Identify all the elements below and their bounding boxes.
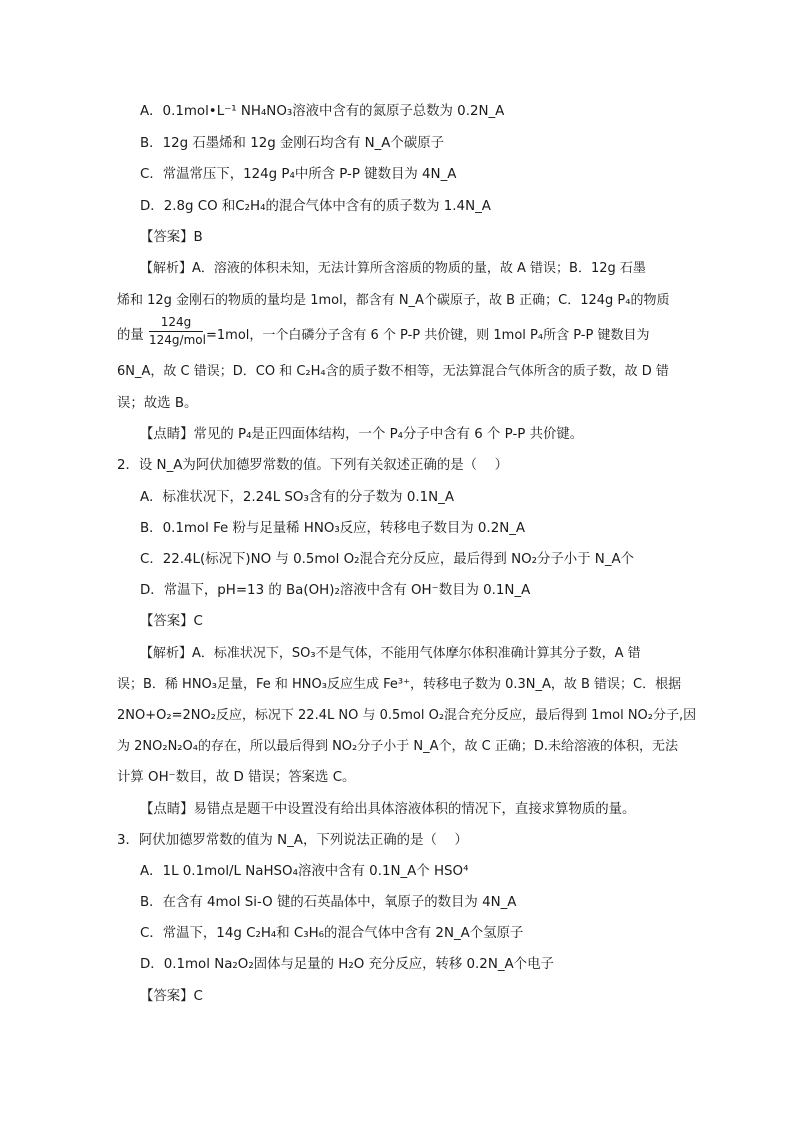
q2-option-a: A．标准状况下，2.24L SO₃含有的分子数为 0.1N_A — [140, 490, 454, 505]
q2-analysis-line1: 【解析】A．标准状况下，SO₃不是气体，不能用气体摩尔体积准确计算其分子数，A 错 — [140, 646, 641, 661]
q1-option-d: D．2.8g CO 和C₂H₄的混合气体中含有的质子数为 1.4N_A — [140, 199, 491, 214]
q2-option-c: C．22.4L(标况下)NO 与 0.5mol O₂混合充分反应，最后得到 NO₂分子小于 N_A个 — [140, 552, 635, 567]
q2-answer: 【答案】C — [140, 614, 203, 629]
q2-analysis-line2: 误；B．稀 HNO₃足量，Fe 和 HNO₃反应生成 Fe³⁺，转移电子数为 0.3N_A，故 B 错误；C．根据 — [117, 677, 682, 692]
q1-analysis-line4: 6N_A，故 C 错误；D．CO 和 C₂H₄含的质子数不相等，无法算混合气体所含的质子数，故 D 错 — [117, 364, 669, 379]
q1-tip: 【点睛】常见的 P₄是正四面体结构，一个 P₄分子中含有 6 个 P-P 共价键。 — [140, 427, 584, 442]
q2-option-d: D．常温下，pH=13 的 Ba(OH)₂溶液中含有 OH⁻数目为 0.1N_A — [140, 583, 531, 598]
q1-analysis-fraction-prefix: 的量 — [117, 328, 144, 343]
q2-analysis-line3: 2NO+O₂=2NO₂反应，标况下 22.4L NO 与 0.5mol O₂混合充分反应，最后得到 1mol NO₂分子,因 — [117, 708, 697, 723]
q1-answer: 【答案】B — [140, 230, 203, 245]
q2-analysis-line5: 计算 OH⁻数目，故 D 错误；答案选 C。 — [117, 770, 356, 785]
q1-option-b: B．12g 石墨烯和 12g 金刚石均含有 N_A个碳原子 — [140, 136, 445, 151]
q1-analysis-line3: =1mol，一个白磷分子含有 6 个 P-P 共价键，则 1mol P₄所含 P-P 键数目为 — [206, 328, 650, 343]
q1-analysis-line5: 误；故选 B。 — [117, 396, 198, 411]
q3-stem: 3．阿伏加德罗常数的值为 N_A，下列说法正确的是（ ） — [117, 833, 468, 848]
q1-analysis-line2: 烯和 12g 金刚石的物质的量均是 1mol，都含有 N_A个碳原子，故 B 正确；C．124g P₄的物质 — [117, 293, 670, 308]
q1-option-c: C．常温常压下，124g P₄中所含 P-P 键数目为 4N_A — [140, 167, 457, 182]
q2-option-b: B．0.1mol Fe 粉与足量稀 HNO₃反应，转移电子数目为 0.2N_A — [140, 521, 526, 536]
q1-analysis-fraction — [149, 315, 206, 348]
fraction-bar — [149, 331, 203, 332]
fraction-denominator: 124g/mol — [149, 333, 206, 347]
fraction-numerator: 124g — [160, 315, 192, 329]
q3-option-b: B．在含有 4mol Si-O 键的石英晶体中，氧原子的数目为 4N_A — [140, 895, 517, 910]
q1-option-a: A．0.1mol•L⁻¹ NH₄NO₃溶液中含有的氮原子总数为 0.2N_A — [140, 104, 505, 119]
q2-analysis-line4: 为 2NO₂N₂O₄的存在，所以最后得到 NO₂分子小于 N_A个，故 C 正确；D.未给溶液的体积，无法 — [117, 739, 678, 754]
q3-answer: 【答案】C — [140, 989, 203, 1004]
q3-option-c: C．常温下，14g C₂H₄和 C₃H₆的混合气体中含有 2N_A个氢原子 — [140, 926, 524, 941]
q1-analysis-line1: 【解析】A．溶液的体积未知，无法计算所含溶质的物质的量，故 A 错误；B．12g 石墨 — [140, 261, 646, 276]
q3-option-d: D．0.1mol Na₂O₂固体与足量的 H₂O 充分反应，转移 0.2N_A个电子 — [140, 957, 554, 972]
q3-option-a: A．1L 0.1mol/L NaHSO₄溶液中含有 0.1N_A个 HSO⁴ — [140, 864, 469, 879]
q2-tip: 【点睛】易错点是题干中设置没有给出具体溶液体积的情况下，直接求算物质的量。 — [140, 802, 636, 817]
q2-stem: 2．设 N_A为阿伏加德罗常数的值。下列有关叙述正确的是（ ） — [117, 458, 509, 473]
